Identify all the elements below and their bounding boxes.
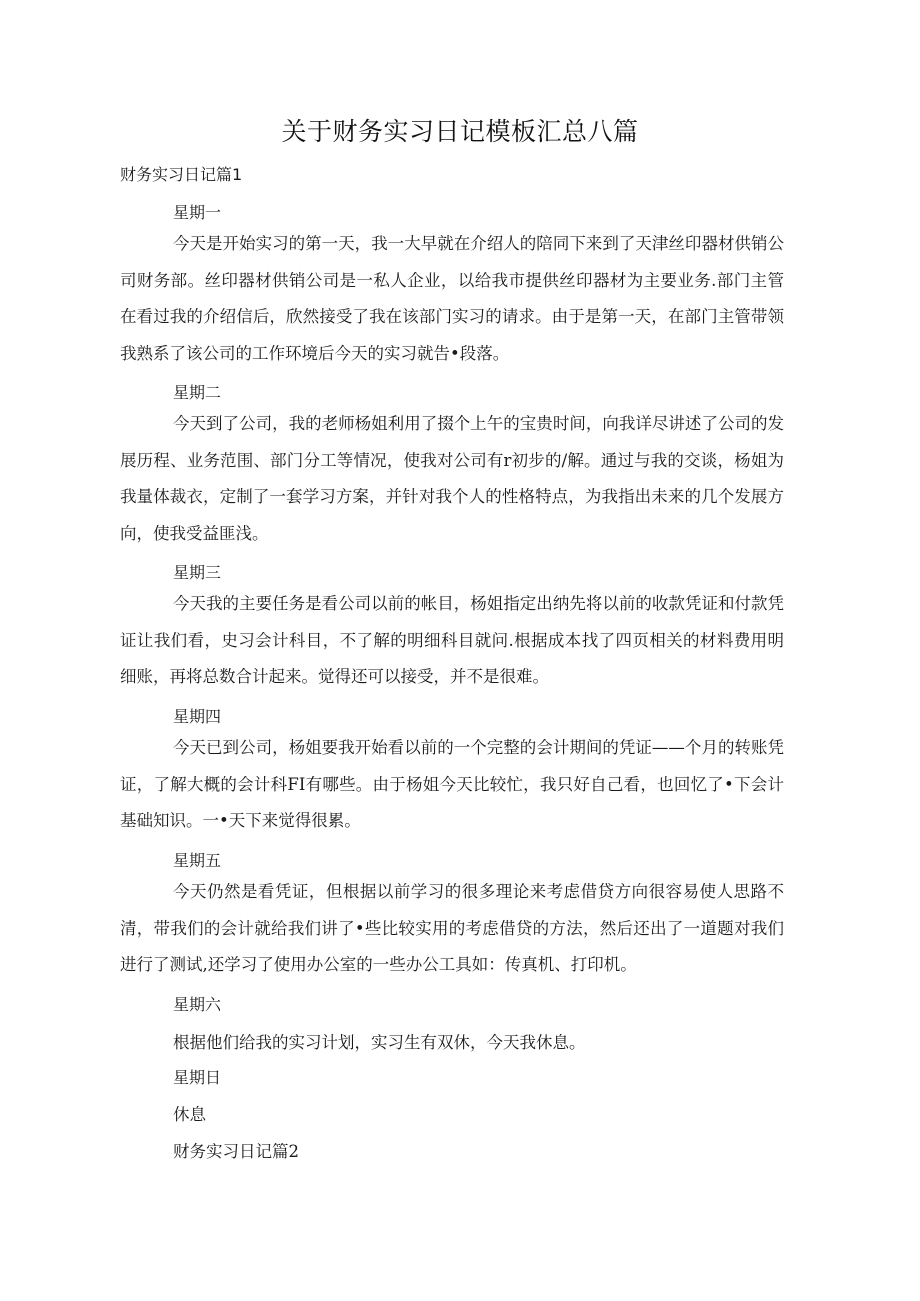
paragraph-saturday: 根据他们给我的实习计划，实习生有双休，今天我休息。 — [173, 1033, 586, 1052]
day-heading-wednesday: 星期三 — [173, 563, 222, 582]
day-heading-sunday: 星期日 — [173, 1068, 222, 1087]
paragraph-sunday: 休息 — [173, 1105, 206, 1124]
paragraph-friday: 今天仍然是看凭证，但根据以前学习的很多理论来考虑借贷方向很容易使人思路不清，带我们的会计就给我们讲了•些比较实用的考虑借贷的方法，然后还出了一道题对我们进行了测试,还学习了使用办公室的一些办公工具如：传真机、打印机。 — [120, 882, 784, 974]
day-heading-friday: 星期五 — [173, 851, 222, 870]
day-heading-saturday: 星期六 — [173, 995, 222, 1014]
paragraph-thursday: 今天已到公司，杨姐要我开始看以前的一个完整的会计期间的凭证——个月的转账凭证，了解大概的会计科FI有哪些。由于杨姐今天比较忙，我只好自己看，也回忆了•下会计基础知识。一•天下来觉得很累。 — [120, 738, 784, 830]
section-heading-1: 财务实习日记篇1 — [120, 165, 243, 184]
paragraph-monday: 今天是开始实习的第一天，我一大早就在介绍人的陪同下来到了天津丝印器材供销公司财务部。丝印器材供销公司是一私人企业，以给我市提供丝印器材为主要业务.部门主管在看过我的介绍信后，欣然接受了我在该部门实习的请求。由于是第一天，在部门主管带领我熟系了该公司的工作环境后今天的实习就告•段落。 — [120, 234, 784, 363]
paragraph-tuesday: 今天到了公司，我的老师杨姐利用了掇个上午的宝贵时间，向我详尽讲述了公司的发展历程、业务范围、部门分工等情况，使我对公司有r初步的/解。通过与我的交谈，杨姐为我量体裁衣，定制了一套学习方案，并针对我个人的性格特点，为我指出未来的几个发展方向，使我受益匪浅。 — [120, 414, 784, 543]
section-heading-2: 财务实习日记篇2 — [173, 1142, 299, 1161]
document-title: 关于财务实习日记模板汇总八篇 — [281, 117, 639, 146]
paragraph-wednesday: 今天我的主要任务是看公司以前的帐目，杨姐指定出纳先将以前的收款凭证和付款凭证让我们看，史习会计科目，不了解的明细科目就问.根据成本找了四页相关的材料费用明细账，再将总数合计起来。觉得还可以接受，并不是很难。 — [120, 594, 784, 686]
day-heading-monday: 星期一 — [173, 203, 222, 222]
day-heading-thursday: 星期四 — [173, 707, 222, 726]
day-heading-tuesday: 星期二 — [173, 383, 222, 402]
